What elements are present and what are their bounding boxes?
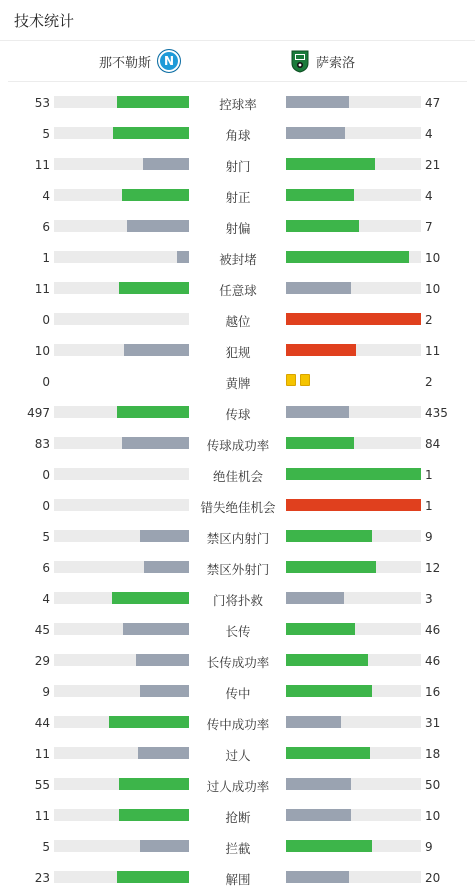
away-stat-bar-fill xyxy=(286,747,370,759)
away-stat-value: 50 xyxy=(425,778,441,792)
away-stat-bar-track xyxy=(286,437,421,449)
home-stat-value: 4 xyxy=(42,189,50,203)
away-stat-value: 1 xyxy=(425,468,433,482)
home-stat-value: 1 xyxy=(42,251,50,265)
home-stat-value: 11 xyxy=(34,809,50,823)
away-stat-bar-fill xyxy=(286,592,344,604)
home-stat-bar-fill xyxy=(109,716,189,728)
home-stat-value: 497 xyxy=(27,406,50,420)
away-stat-bar-fill xyxy=(286,344,356,356)
away-stat-bar-track xyxy=(286,251,421,263)
away-stat-value: 84 xyxy=(425,437,441,451)
stat-row xyxy=(0,555,475,586)
away-stat-bar-track xyxy=(286,468,421,480)
home-stat-bar-fill xyxy=(119,778,189,790)
away-stat-bar-track xyxy=(286,530,421,542)
home-stat-bar-track xyxy=(54,747,189,759)
stat-row xyxy=(0,369,475,400)
away-stat-bar-track xyxy=(286,809,421,821)
teams-bar xyxy=(8,41,467,82)
home-stat-bar-track xyxy=(54,96,189,108)
home-stat-value: 9 xyxy=(42,685,50,699)
stat-label: 传球 xyxy=(225,407,251,422)
away-stat-bar-fill xyxy=(286,251,409,263)
home-stat-bar-fill xyxy=(144,561,189,573)
away-stat-bar-track xyxy=(286,623,421,635)
home-stat-value: 4 xyxy=(42,592,50,606)
away-stat-value: 31 xyxy=(425,716,441,730)
home-stat-bar-fill xyxy=(143,158,189,170)
away-stat-bar-fill xyxy=(286,654,368,666)
away-stat-value: 46 xyxy=(425,623,441,637)
home-stat-bar-track xyxy=(54,840,189,852)
away-stat-value: 46 xyxy=(425,654,441,668)
home-stat-value: 6 xyxy=(42,561,50,575)
away-stat-bar-fill xyxy=(286,685,372,697)
home-stat-bar-track xyxy=(54,871,189,883)
away-stat-bar-track xyxy=(286,747,421,759)
home-stat-value: 0 xyxy=(42,313,50,327)
away-stat-bar-track xyxy=(286,561,421,573)
home-stat-value: 83 xyxy=(34,437,50,451)
away-stat-value: 435 xyxy=(425,406,448,420)
stat-label: 过人 xyxy=(225,748,251,763)
away-stat-bar-track xyxy=(286,96,421,108)
stat-label: 禁区外射门 xyxy=(206,562,270,577)
stat-label: 越位 xyxy=(225,314,251,329)
home-stat-bar-fill xyxy=(127,220,189,232)
home-stat-value: 0 xyxy=(42,375,50,389)
away-stat-value: 20 xyxy=(425,871,441,885)
home-stat-bar-fill xyxy=(117,96,189,108)
home-stat-bar-fill xyxy=(138,747,189,759)
away-team-name: 萨索洛 xyxy=(316,55,356,71)
home-stat-bar-track xyxy=(54,778,189,790)
sassuolo-logo-icon xyxy=(290,49,310,73)
yellow-card-icon xyxy=(286,374,296,386)
home-stat-bar-fill xyxy=(140,530,189,542)
away-stat-bar-track xyxy=(286,158,421,170)
home-stat-value: 53 xyxy=(34,96,50,110)
home-stat-bar-track xyxy=(54,716,189,728)
away-stat-bar-track xyxy=(286,840,421,852)
home-stat-value: 23 xyxy=(34,871,50,885)
stat-label: 错失绝佳机会 xyxy=(200,500,276,515)
away-stat-value: 10 xyxy=(425,282,441,296)
home-stat-bar-track xyxy=(54,220,189,232)
stat-row xyxy=(0,710,475,741)
home-stat-value: 11 xyxy=(34,158,50,172)
stat-label: 禁区内射门 xyxy=(206,531,270,546)
away-stat-value: 16 xyxy=(425,685,441,699)
away-stat-value: 12 xyxy=(425,561,441,575)
home-stat-bar-track xyxy=(54,809,189,821)
stat-label: 角球 xyxy=(225,128,251,143)
away-stat-bar-fill xyxy=(286,189,354,201)
stat-row xyxy=(0,462,475,493)
away-stat-bar-track xyxy=(286,499,421,511)
away-stat-value: 11 xyxy=(425,344,441,358)
stat-label: 任意球 xyxy=(219,283,257,298)
home-stat-bar-track xyxy=(54,127,189,139)
stat-row xyxy=(0,834,475,865)
home-stat-bar-fill xyxy=(122,437,190,449)
stat-label: 长传成功率 xyxy=(206,655,270,670)
stat-label: 传中 xyxy=(225,686,251,701)
home-team-name: 那不勒斯 xyxy=(98,55,151,71)
away-stat-bar-fill xyxy=(286,313,421,325)
away-stat-bar-track xyxy=(286,871,421,883)
away-stat-value: 3 xyxy=(425,592,433,606)
home-stat-bar-track xyxy=(54,499,189,511)
home-stat-value: 10 xyxy=(34,344,50,358)
away-stat-bar-fill xyxy=(286,840,372,852)
home-stat-bar-fill xyxy=(119,809,189,821)
away-stat-value: 10 xyxy=(425,809,441,823)
home-stat-bar-fill xyxy=(119,282,189,294)
away-stat-value: 2 xyxy=(425,375,433,389)
home-stat-bar-fill xyxy=(117,406,189,418)
away-stat-value: 9 xyxy=(425,530,433,544)
home-stat-bar-track xyxy=(54,437,189,449)
away-stat-bar-fill xyxy=(286,406,349,418)
home-stat-value: 6 xyxy=(42,220,50,234)
home-stat-bar-track xyxy=(54,530,189,542)
home-stat-bar-fill xyxy=(112,592,189,604)
home-stat-bar-fill xyxy=(140,685,189,697)
stat-label: 拦截 xyxy=(225,841,251,856)
away-stat-bar-track xyxy=(286,189,421,201)
stat-row xyxy=(0,586,475,617)
stat-row xyxy=(0,493,475,524)
stat-row xyxy=(0,617,475,648)
stat-label: 传球成功率 xyxy=(206,438,270,453)
home-stat-bar-fill xyxy=(136,654,189,666)
home-stat-bar-track xyxy=(54,158,189,170)
away-stat-value: 47 xyxy=(425,96,441,110)
home-stat-bar-track xyxy=(54,561,189,573)
home-stat-bar-track xyxy=(54,468,189,480)
home-stat-bar-track xyxy=(54,623,189,635)
stats-header xyxy=(0,0,475,41)
yellow-card-icon xyxy=(300,374,310,386)
home-stat-bar-fill xyxy=(113,127,189,139)
stat-row xyxy=(0,245,475,276)
away-stat-bar-fill xyxy=(286,437,354,449)
home-stat-value: 0 xyxy=(42,468,50,482)
away-stat-bar-fill xyxy=(286,809,351,821)
stat-label: 传中成功率 xyxy=(206,717,270,732)
stat-row xyxy=(0,431,475,462)
stat-label: 射门 xyxy=(225,159,251,174)
home-stat-bar-track xyxy=(54,406,189,418)
home-stat-value: 11 xyxy=(34,747,50,761)
stat-label: 被封堵 xyxy=(219,252,257,267)
stat-row xyxy=(0,183,475,214)
away-stat-bar-track xyxy=(286,654,421,666)
stat-label: 长传 xyxy=(225,624,251,639)
away-stat-bar-track xyxy=(286,685,421,697)
stat-row xyxy=(0,152,475,183)
stat-row xyxy=(0,307,475,338)
home-stat-value: 5 xyxy=(42,530,50,544)
home-stat-bar-track xyxy=(54,344,189,356)
home-stat-bar-track xyxy=(54,592,189,604)
home-stat-value: 29 xyxy=(34,654,50,668)
away-stat-bar-track xyxy=(286,344,421,356)
home-stat-bar-fill xyxy=(117,871,189,883)
away-stat-value: 4 xyxy=(425,127,433,141)
stat-label: 门将扑救 xyxy=(212,593,263,608)
away-stat-bar-fill xyxy=(286,623,355,635)
home-stat-value: 0 xyxy=(42,499,50,513)
stat-label: 过人成功率 xyxy=(206,779,270,794)
page-title: 技术统计 xyxy=(14,11,75,30)
stat-label: 抢断 xyxy=(225,810,251,825)
away-stat-bar-fill xyxy=(286,220,359,232)
away-stat-bar-track xyxy=(286,313,421,325)
away-stat-bar-fill xyxy=(286,96,349,108)
home-stat-value: 5 xyxy=(42,127,50,141)
stat-row xyxy=(0,772,475,803)
away-stat-bar-track xyxy=(286,220,421,232)
away-stat-value: 18 xyxy=(425,747,441,761)
away-stat-value: 7 xyxy=(425,220,433,234)
home-stat-bar-track xyxy=(54,654,189,666)
away-stat-bar-fill xyxy=(286,282,351,294)
stat-row xyxy=(0,648,475,679)
away-stat-bar-track xyxy=(286,127,421,139)
home-stat-bar-track xyxy=(54,282,189,294)
stat-row xyxy=(0,679,475,710)
away-stat-value: 1 xyxy=(425,499,433,513)
stat-row xyxy=(0,338,475,369)
stat-label: 控球率 xyxy=(219,97,257,112)
home-stat-bar-fill xyxy=(123,623,189,635)
away-stat-bar-fill xyxy=(286,871,349,883)
home-stat-value: 5 xyxy=(42,840,50,854)
away-stat-value: 9 xyxy=(425,840,433,854)
home-stat-bar-track xyxy=(54,313,189,325)
away-stat-bar-track xyxy=(286,778,421,790)
away-stat-value: 2 xyxy=(425,313,433,327)
away-stat-value: 4 xyxy=(425,189,433,203)
home-stat-value: 11 xyxy=(34,282,50,296)
away-stat-bar-fill xyxy=(286,530,372,542)
away-stat-bar-track xyxy=(286,716,421,728)
napoli-logo-icon: N xyxy=(157,49,181,73)
home-stat-bar-fill xyxy=(177,251,189,263)
home-stat-bar-track xyxy=(54,189,189,201)
away-stat-bar-track xyxy=(286,282,421,294)
stat-row xyxy=(0,400,475,431)
away-stat-bar-fill xyxy=(286,561,376,573)
stat-label: 犯规 xyxy=(225,345,251,360)
away-stat-bar-fill xyxy=(286,468,421,480)
away-yellow-cards xyxy=(286,374,310,386)
stat-row xyxy=(0,803,475,834)
away-stat-bar-track xyxy=(286,592,421,604)
stats-list xyxy=(0,90,475,896)
away-stat-bar-fill xyxy=(286,499,421,511)
away-team[interactable] xyxy=(290,41,355,81)
home-stat-bar-track xyxy=(54,251,189,263)
home-stat-bar-fill xyxy=(122,189,190,201)
stat-row xyxy=(0,214,475,245)
home-stat-value: 44 xyxy=(34,716,50,730)
stat-row xyxy=(0,865,475,896)
home-stat-bar-fill xyxy=(140,840,189,852)
home-team[interactable] xyxy=(99,41,181,81)
home-stat-bar-fill xyxy=(124,344,189,356)
away-stat-value: 10 xyxy=(425,251,441,265)
stat-label: 解围 xyxy=(225,872,251,887)
away-stat-bar-fill xyxy=(286,716,341,728)
away-stat-value: 21 xyxy=(425,158,441,172)
home-stat-value: 55 xyxy=(34,778,50,792)
stat-label: 射正 xyxy=(225,190,251,205)
stat-row xyxy=(0,741,475,772)
home-stat-bar-track xyxy=(54,685,189,697)
stat-label: 黄牌 xyxy=(225,376,251,391)
stat-label: 绝佳机会 xyxy=(212,469,263,484)
away-stat-bar-fill xyxy=(286,158,375,170)
away-stat-bar-fill xyxy=(286,778,351,790)
stat-row xyxy=(0,276,475,307)
stat-row xyxy=(0,90,475,121)
stat-row xyxy=(0,121,475,152)
home-stat-value: 45 xyxy=(34,623,50,637)
stat-row xyxy=(0,524,475,555)
away-stat-bar-track xyxy=(286,406,421,418)
away-stat-bar-fill xyxy=(286,127,345,139)
stat-label: 射偏 xyxy=(225,221,251,236)
